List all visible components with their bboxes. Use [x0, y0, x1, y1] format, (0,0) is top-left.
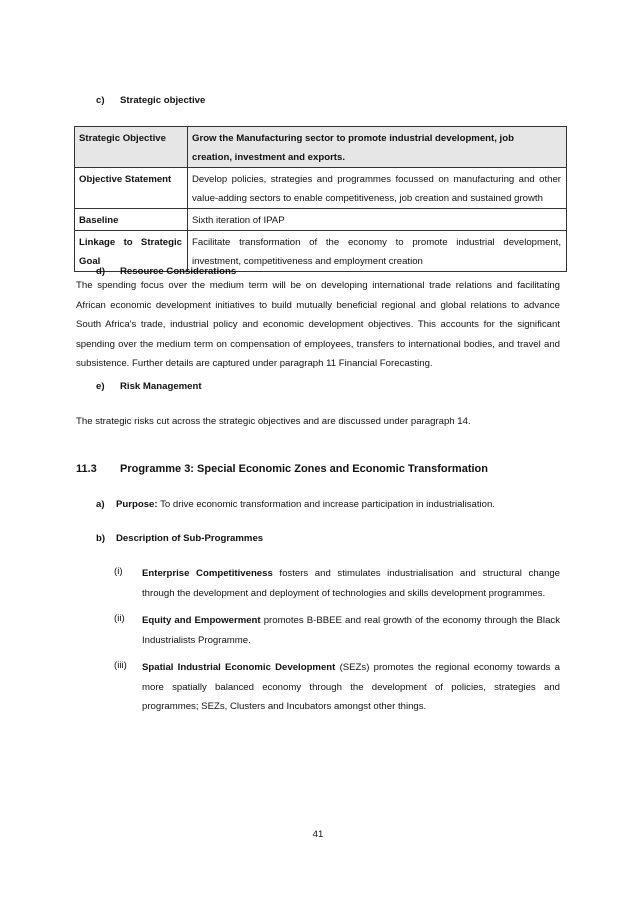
- list-item-text: Spatial Industrial Economic Development (SEZs) promotes the regional economy towards a more spatially balanced economy through the development of policies, strategies and programmes; SEZs, Clusters and Incubators amongst other things.: [142, 662, 560, 712]
- table-key-cell: Strategic Objective: [75, 127, 188, 168]
- page-number: 41: [312, 829, 324, 840]
- subprogrammes-label: b): [96, 533, 106, 544]
- section-c-heading: [96, 95, 205, 106]
- purpose-label: a): [96, 499, 105, 510]
- table-value-cell: Sixth iteration of IPAP: [188, 209, 567, 231]
- section-e-body: The strategic risks cut across the strategic objectives and are discussed under paragraph 14.: [76, 416, 471, 427]
- purpose-text: To drive economic transformation and increase participation in industrialisation.: [157, 499, 495, 510]
- section-e-title: Risk Management: [120, 381, 202, 392]
- purpose-bold: Purpose:: [116, 499, 158, 510]
- table-row: [75, 127, 567, 168]
- list-item-text: Enterprise Competitiveness fosters and stimulates industrialisation and structural change through the development and deployment of technologies and skills development programmes.: [142, 568, 560, 599]
- subprogrammes-title: Description of Sub-Programmes: [116, 533, 264, 544]
- section-c-title: Strategic objective: [120, 95, 206, 106]
- strategic-objective-table: [74, 126, 567, 272]
- table-value-cell: Develop policies, strategies and programmes focussed on manufacturing and other value-adding sectors to enable competitiveness, job creation and sustained growth: [188, 168, 567, 209]
- section-d-label: d): [96, 266, 106, 277]
- table-key-cell: Baseline: [75, 209, 188, 231]
- section-e-heading: [96, 381, 202, 392]
- section-d-body: The spending focus over the medium term will be on developing international trade relations and facilitating African economic development initiatives to build mutually beneficial regional and global relations to advance South Africa's trade, industrial policy and economic development objectives. This accounts for the significant spending over the medium term on compensation of employees, transfers to international bodies, and travel and subsistence. Further details are captured under paragraph 11 Financial Forecasting.: [76, 280, 560, 369]
- section-c-label: c): [96, 95, 105, 106]
- list-item-numeral: (iii): [114, 660, 127, 671]
- purpose-paragraph: [96, 499, 560, 510]
- programme-heading: [76, 463, 488, 475]
- table-key-cell: Objective Statement: [75, 168, 188, 209]
- programme-title: Programme 3: Special Economic Zones and Economic Transformation: [120, 463, 488, 475]
- table-value-cell: Grow the Manufacturing sector to promote industrial development, job creation, investment and exports.: [188, 127, 567, 168]
- table-key-cell: Linkage to Strategic Goal: [75, 231, 188, 272]
- subprogrammes-heading: [96, 533, 263, 544]
- list-item-text: Equity and Empowerment promotes B-BBEE and real growth of the economy through the Black Industrialists Programme.: [142, 615, 560, 646]
- section-d-title: Resource Considerations: [120, 266, 237, 277]
- programme-number: 11.3: [76, 463, 97, 475]
- section-e-label: e): [96, 381, 105, 392]
- list-item-numeral: (ii): [114, 613, 125, 624]
- table-value-cell: Facilitate transformation of the economy to promote industrial development, investment, competitiveness and employment creation: [188, 231, 567, 272]
- table-row: [75, 168, 567, 209]
- table-row: [75, 209, 567, 231]
- list-item-numeral: (i): [114, 566, 123, 577]
